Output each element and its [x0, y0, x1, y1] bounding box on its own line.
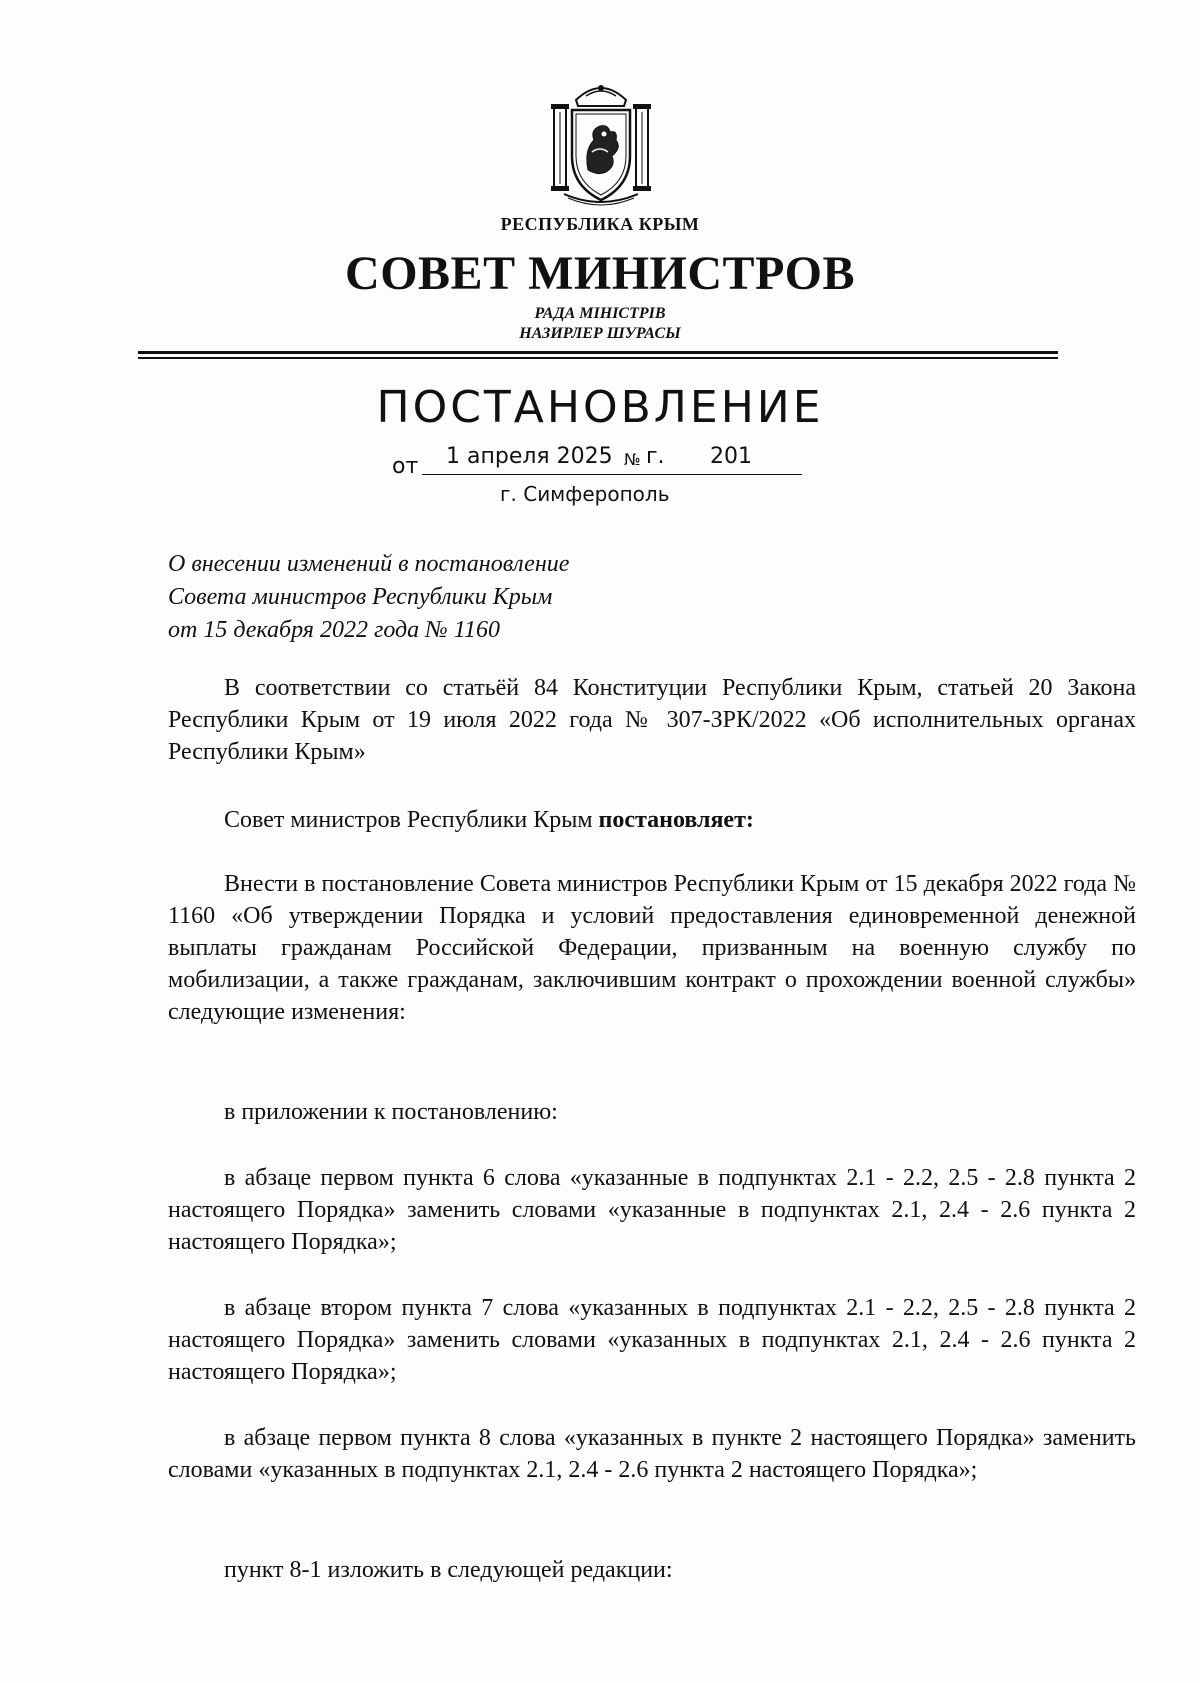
decree-date: 1 апреля 2025	[446, 444, 613, 469]
date-prefix: от	[392, 454, 419, 479]
date-underline	[422, 474, 802, 475]
amendment-intro-paragraph: Внести в постановление Совета министров Республики Крым от 15 декабря 2022 года № 1160 «Об утверждении Порядка и условий предоставления единовременной денежной выплаты гражданам Российской Федерации, призванным на военную службу по мобилизации, а также гражданам, заключившим контракт о прохождении военной службы» следующие изменения:	[168, 871, 1136, 1025]
appendix-paragraph: в приложении к постановлению:	[224, 1099, 558, 1125]
header-rule-thin	[138, 357, 1058, 359]
amendment-item-paragraph: в абзаце первом пункта 6 слова «указанные в подпунктах 2.1 - 2.2, 2.5 - 2.8 пункта 2 настоящего Порядка» заменить словами «указанные в подпунктах 2.1, 2.4 - 2.6 пункта 2 настоящего Порядка»;	[168, 1165, 1136, 1255]
decree-date-line	[392, 444, 802, 478]
decree-city: г. Симферополь	[500, 482, 670, 506]
resolution-paragraph	[168, 804, 1136, 836]
preamble-paragraph: В соответствии со статьёй 84 Конституции Республики Крым, статьей 20 Закона Республики Крым от 19 июля 2022 года № 307-ЗРК/2022 «Об исполнительных органах Республики Крым»	[168, 675, 1136, 765]
number-sign: №	[624, 450, 641, 469]
decree-number: 201	[710, 444, 752, 469]
document-type-title: ПОСТАНОВЛЕНИЕ	[376, 382, 824, 433]
amendment-item-paragraph: в абзаце первом пункта 8 слова «указанных в пункте 2 настоящего Порядка» заменить словами «указанных в подпунктах 2.1, 2.4 - 2.6 пункта 2 настоящего Порядка»;	[168, 1425, 1136, 1483]
resolution-text: Совет министров Республики Крым	[224, 807, 599, 833]
amendment-item-paragraph: пункт 8-1 изложить в следующей редакции:	[224, 1557, 673, 1583]
council-title-ukrainian: РАДА МІНІСТРІВ	[534, 305, 666, 322]
decree-subject	[168, 548, 569, 647]
subject-line: от 15 декабря 2022 года № 1160	[168, 617, 500, 643]
crimea-coat-of-arms-icon	[546, 78, 656, 210]
subject-line: Совета министров Республики Крым	[168, 584, 553, 610]
resolution-verb: постановляет:	[598, 807, 754, 833]
amendment-item-paragraph: в абзаце втором пункта 7 слова «указанных в подпунктах 2.1 - 2.2, 2.5 - 2.8 пункта 2 настоящего Порядка» заменить словами «указанных в подпунктах 2.1, 2.4 - 2.6 пункта 2 настоящего Порядка»;	[168, 1295, 1136, 1385]
council-title: СОВЕТ МИНИСТРОВ	[345, 247, 855, 300]
council-title-crimean-tatar: НАЗИРЛЕР ШУРАСЫ	[519, 325, 681, 342]
republic-name: РЕСПУБЛИКА КРЫМ	[500, 214, 700, 234]
header-rule-thick	[138, 351, 1058, 354]
subject-line: О внесении изменений в постановление	[168, 551, 570, 577]
year-suffix: г.	[646, 444, 665, 469]
